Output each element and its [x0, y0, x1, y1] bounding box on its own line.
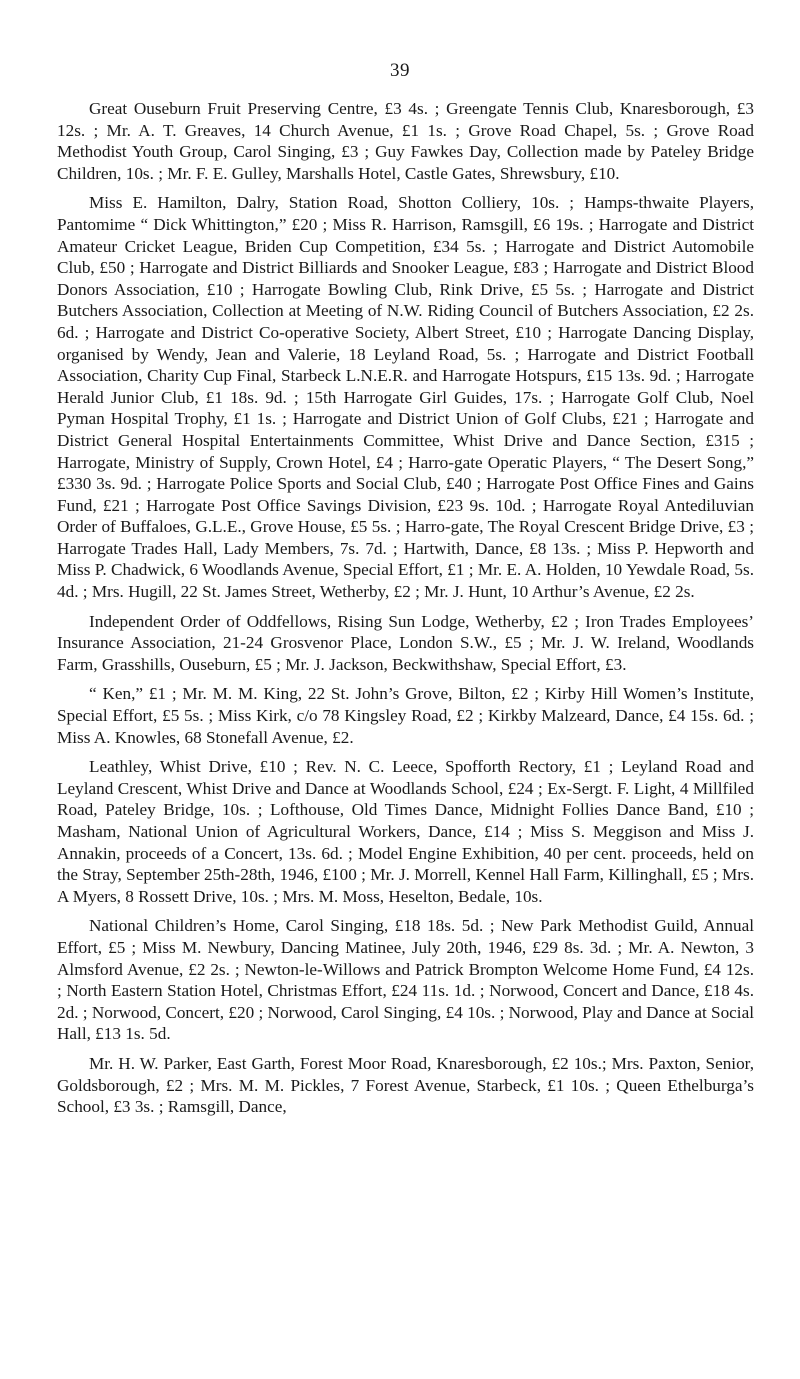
paragraph-g-entries: Great Ouseburn Fruit Preserving Centre, £3 4s. ; Greengate Tennis Club, Knaresborough, £3 12s. ; Mr. A. T. Greaves, 14 Church Avenue, £1 1s. ; Grove Road Chapel, 5s. ; Grove Road Methodist Youth Group, Carol Singing, £3 ; Guy Fawkes Day, Collection made by Pateley Bridge Children, 10s. ; Mr. F. E. Gulley, Marshalls Hotel, Castle Gates, Shrewsbury, £10. — [57, 99, 754, 183]
paragraph-i-j-entries: Independent Order of Oddfellows, Rising Sun Lodge, Wetherby, £2 ; Iron Trades Employees’ Insurance Association, 21-24 Grosvenor Place, London S.W., £5 ; Mr. J. W. Ireland, Woodlands Farm, Grasshills, Ouseburn, £5 ; Mr. J. Jackson, Beckwithshaw, Special Effort, £3. — [57, 611, 754, 674]
page-number: 39 — [390, 60, 410, 81]
text-body — [57, 98, 754, 1126]
paragraph-h-entries: Miss E. Hamilton, Dalry, Station Road, Shotton Colliery, 10s. ; Hamps-thwaite Players, Pantomime “ Dick Whittington,” £20 ; Miss R. Harrison, Ramsgill, £6 19s. ; Harrogate and District Amateur Cricket League, Briden Cup Competition, £34 5s. ; Harrogate and District Automobile Club, £50 ; Harrogate and District Billiards and Snooker League, £83 ; Harrogate and District Blood Donors Association, £10 ; Harrogate Bowling Club, Rink Drive, £5 5s. ; Harrogate and District Butchers Association, Collection at Meeting of N.W. Riding Council of Butchers Association, £2 2s. 6d. ; Harrogate and District Co-operative Society, Albert Street, £10 ; Harrogate Dancing Display, organised by Wendy, Jean and Valerie, 18 Leyland Road, 5s. ; Harrogate and District Football Association, Charity Cup Final, Starbeck L.N.E.R. and Harrogate Hotspurs, £15 13s. 9d. ; Harrogate Herald Junior Club, £1 18s. 9d. ; 15th Harrogate Girl Guides, 17s. ; Harrogate Golf Club, Noel Pyman Hospital Trophy, £1 1s. ; Harrogate and District Union of Golf Clubs, £21 ; Harrogate and District General Hospital Entertainments Committee, Whist Drive and Dance Section, £315 ; Harrogate, Ministry of Supply, Crown Hotel, £4 ; Harro-gate Operatic Players, “ The Desert Song,” £330 3s. 9d. ; Harrogate Police Sports and Social Club, £40 ; Harrogate Post Office Fines and Gains Fund, £21 ; Harrogate Post Office Savings Division, £23 9s. 10d. ; Harrogate Royal Antediluvian Order of Buffaloes, G.L.E., Grove House, £5 5s. ; Harro-gate, The Royal Crescent Bridge Drive, £3 ; Harrogate Trades Hall, Lady Members, 7s. 7d. ; Hartwith, Dance, £8 13s. ; Miss P. Hepworth and Miss P. Chadwick, 6 Woodlands Avenue, Special Effort, £1 ; Mr. E. A. Holden, 10 Yewdale Road, 5s. 4d. ; Mrs. Hugill, 22 St. James Street, Wetherby, £2 ; Mr. J. Hunt, 10 Arthur’s Avenue, £2 2s. — [57, 193, 754, 602]
paragraph-k-entries: “ Ken,” £1 ; Mr. M. M. King, 22 St. John’s Grove, Bilton, £2 ; Kirby Hill Women’s Institute, Special Effort, £5 5s. ; Miss Kirk, c/o 78 Kingsley Road, £2 ; Kirkby Malzeard, Dance, £4 15s. 6d. ; Miss A. Knowles, 68 Stonefall Avenue, £2. — [57, 684, 754, 747]
paragraph-p-q-r-entries: Mr. H. W. Parker, East Garth, Forest Moor Road, Knaresborough, £2 10s.; Mrs. Paxton, Senior, Goldsborough, £2 ; Mrs. M. M. Pickles, 7 Forest Avenue, Starbeck, £1 10s. ; Queen Ethelburga’s School, £3 3s. ; Ramsgill, Dance, — [57, 1053, 754, 1117]
paragraph-l-m-entries: Leathley, Whist Drive, £10 ; Rev. N. C. Leece, Spofforth Rectory, £1 ; Leyland Road and Leyland Crescent, Whist Drive and Dance at Woodlands School, £24 ; Ex-Sergt. F. Light, 4 Millfiled Road, Pateley Bridge, 10s. ; Lofthouse, Old Times Dance, Midnight Follies Dance Band, £10 ; Masham, National Union of Agricultural Workers, Dance, £14 ; Miss S. Meggison and Miss J. Annakin, proceeds of a Concert, 13s. 6d. ; Model Engine Exhibition, 40 per cent. proceeds, held on the Stray, September 25th-28th, 1946, £100 ; Mr. J. Morrell, Kennel Hall Farm, Killinghall, £5 ; Mrs. A Myers, 8 Rossett Drive, 10s. ; Mrs. M. Moss, Heselton, Bedale, 10s. — [57, 757, 754, 906]
paragraph-n-entries: National Children’s Home, Carol Singing, £18 18s. 5d. ; New Park Methodist Guild, Annual Effort, £5 ; Miss M. Newbury, Dancing Matinee, July 20th, 1946, £29 8s. 3d. ; Mr. A. Newton, 3 Almsford Avenue, £2 2s. ; Newton-le-Willows and Patrick Brompton Welcome Home Fund, £4 12s. ; North Eastern Station Hotel, Christmas Effort, £24 11s. 1d. ; Norwood, Concert and Dance, £18 4s. 2d. ; Norwood, Concert, £20 ; Norwood, Carol Singing, £4 10s. ; Norwood, Play and Dance at Social Hall, £13 1s. 5d. — [57, 916, 754, 1044]
